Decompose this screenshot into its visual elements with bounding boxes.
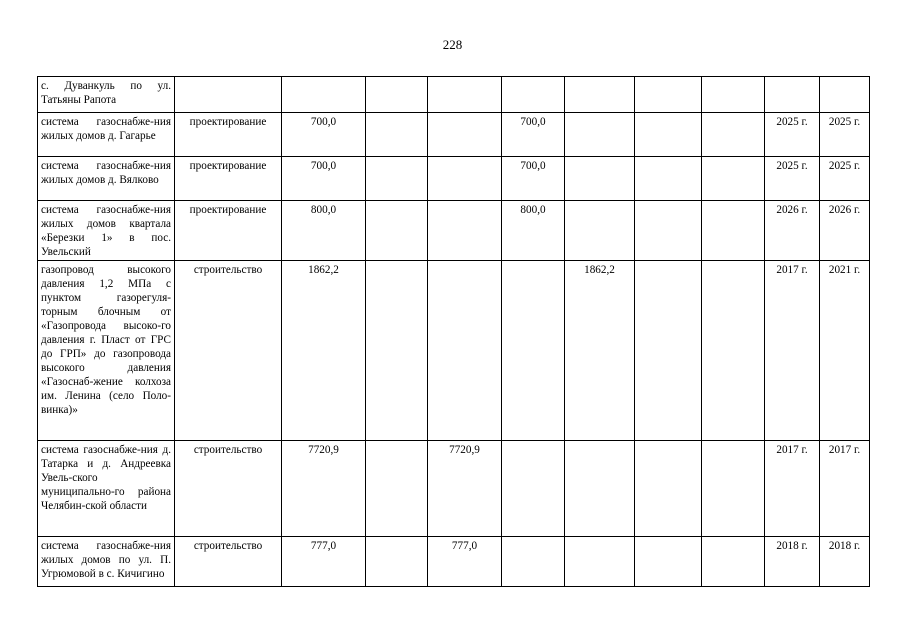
cell-c2 (428, 157, 502, 201)
cell-name: система газоснабже-ния жилых домов д. Вялково (38, 157, 175, 201)
table-row (38, 157, 870, 201)
cell-c1 (366, 77, 428, 113)
table-row (38, 537, 870, 587)
cell-total: 7720,9 (282, 441, 366, 537)
data-table (37, 76, 870, 587)
cell-c2 (428, 261, 502, 441)
cell-c4 (565, 537, 635, 587)
cell-start (765, 77, 820, 113)
table-row (38, 441, 870, 537)
cell-c2: 777,0 (428, 537, 502, 587)
cell-c4 (565, 113, 635, 157)
cell-c6 (702, 261, 765, 441)
cell-c5 (635, 113, 702, 157)
cell-start: 2026 г. (765, 201, 820, 261)
cell-total: 777,0 (282, 537, 366, 587)
cell-c5 (635, 77, 702, 113)
table-row (38, 201, 870, 261)
cell-name: система газоснабже-ния жилых домов д. Гагарье (38, 113, 175, 157)
cell-start: 2025 г. (765, 157, 820, 201)
cell-type (175, 77, 282, 113)
cell-total: 700,0 (282, 157, 366, 201)
cell-c5 (635, 261, 702, 441)
cell-start: 2018 г. (765, 537, 820, 587)
cell-total: 1862,2 (282, 261, 366, 441)
cell-type: проектирование (175, 113, 282, 157)
cell-c1 (366, 157, 428, 201)
cell-c3: 800,0 (502, 201, 565, 261)
cell-c6 (702, 537, 765, 587)
cell-total (282, 77, 366, 113)
cell-c4 (565, 201, 635, 261)
cell-type: проектирование (175, 157, 282, 201)
cell-name: система газоснабже-ния д. Татарка и д. Андреевка Увель-ского муниципально-го района Челябин-ской области (38, 441, 175, 537)
cell-c1 (366, 201, 428, 261)
cell-type: проектирование (175, 201, 282, 261)
cell-total: 800,0 (282, 201, 366, 261)
cell-name: система газоснабже-ния жилых домов квартала «Березки 1» в пос. Увельский (38, 201, 175, 261)
cell-start: 2017 г. (765, 261, 820, 441)
cell-c3 (502, 537, 565, 587)
cell-end: 2025 г. (820, 157, 870, 201)
cell-c6 (702, 77, 765, 113)
cell-end: 2025 г. (820, 113, 870, 157)
table-row (38, 77, 870, 113)
cell-type: строительство (175, 441, 282, 537)
cell-c5 (635, 537, 702, 587)
cell-c6 (702, 441, 765, 537)
cell-c3: 700,0 (502, 113, 565, 157)
cell-end: 2026 г. (820, 201, 870, 261)
table-row (38, 113, 870, 157)
cell-c4 (565, 77, 635, 113)
cell-name: система газоснабже-ния жилых домов по ул. П. Угрюмовой в с. Кичигино (38, 537, 175, 587)
cell-total: 700,0 (282, 113, 366, 157)
page-number: 228 (442, 37, 463, 52)
cell-c3 (502, 261, 565, 441)
cell-c1 (366, 113, 428, 157)
cell-c3: 700,0 (502, 157, 565, 201)
cell-c2 (428, 201, 502, 261)
cell-end: 2017 г. (820, 441, 870, 537)
cell-c5 (635, 201, 702, 261)
cell-c1 (366, 261, 428, 441)
cell-c3 (502, 77, 565, 113)
cell-c4 (565, 157, 635, 201)
cell-c4 (565, 441, 635, 537)
cell-c6 (702, 113, 765, 157)
cell-c2: 7720,9 (428, 441, 502, 537)
cell-name: газопровод высокого давления 1,2 МПа с пунктом газорегуля-торным блочным от «Газопровода высоко-го давления г. Пласт от ГРС до ГРП» до газопровода высокого давления «Газоснаб-жение колхоза им. Ленина (село Поло-винка)» (38, 261, 175, 441)
cell-c2 (428, 113, 502, 157)
cell-c6 (702, 157, 765, 201)
cell-name: с. Дуванкуль по ул. Татьяны Рапота (38, 77, 175, 113)
cell-c3 (502, 441, 565, 537)
cell-c5 (635, 157, 702, 201)
cell-c1 (366, 441, 428, 537)
cell-end (820, 77, 870, 113)
cell-end: 2021 г. (820, 261, 870, 441)
cell-start: 2017 г. (765, 441, 820, 537)
cell-c2 (428, 77, 502, 113)
cell-start: 2025 г. (765, 113, 820, 157)
cell-c6 (702, 201, 765, 261)
cell-type: строительство (175, 261, 282, 441)
cell-type: строительство (175, 537, 282, 587)
cell-c5 (635, 441, 702, 537)
cell-end: 2018 г. (820, 537, 870, 587)
cell-c1 (366, 537, 428, 587)
cell-c4: 1862,2 (565, 261, 635, 441)
table-row (38, 261, 870, 441)
